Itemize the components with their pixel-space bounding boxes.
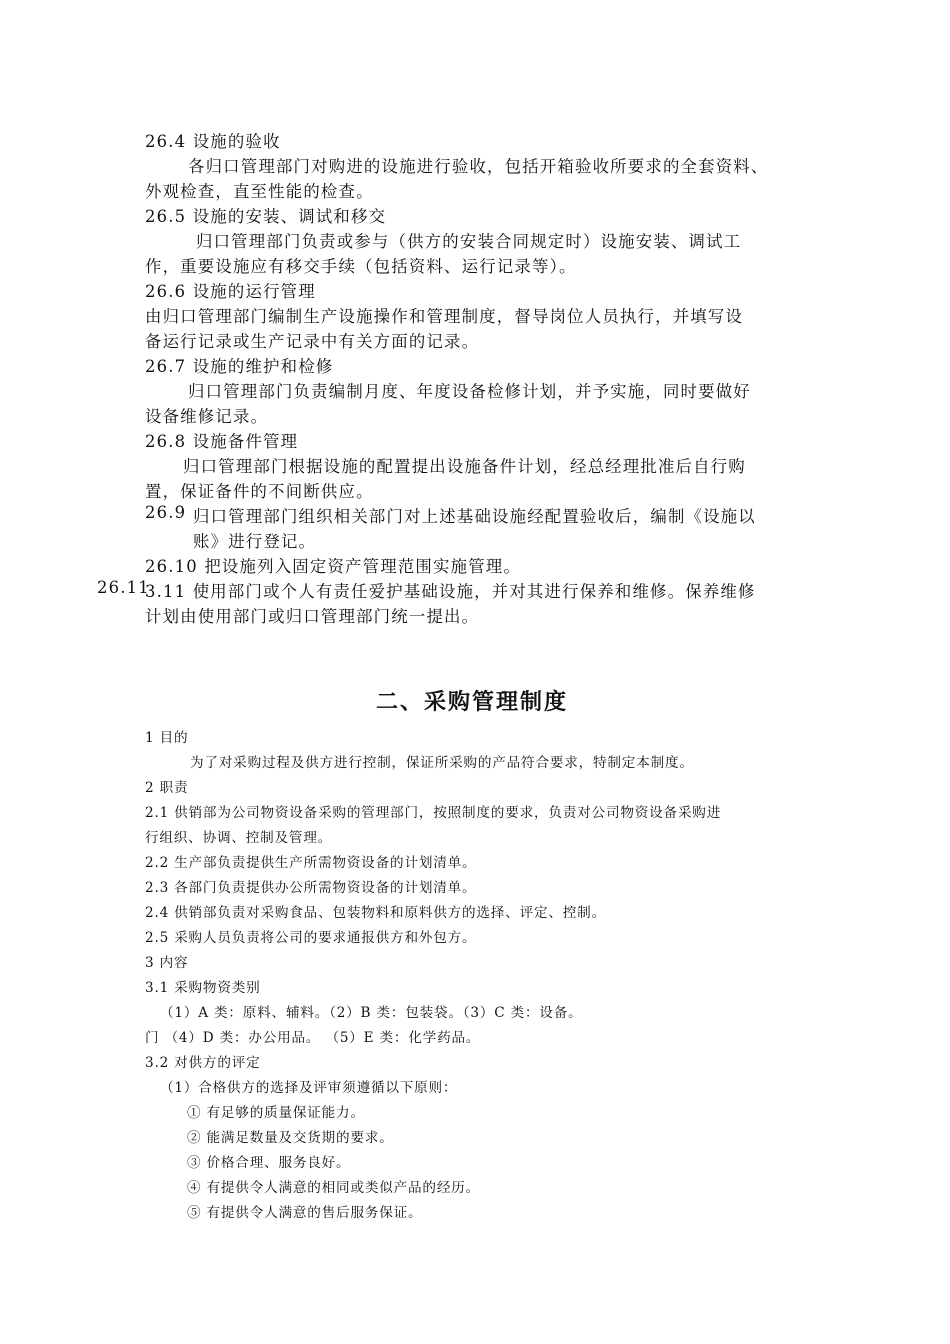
heading-3-2: 3.2 对供方的评定: [145, 1055, 261, 1071]
paragraph-line: 2.1 供销部为公司物资设备采购的管理部门，按照制度的要求，负责对公司物资设备采购进: [145, 805, 722, 821]
clause-26-10: 26.10 把设施列入固定资产管理范围实施管理。: [145, 557, 521, 576]
list-item: ⑤ 有提供令人满意的售后服务保证。: [187, 1205, 423, 1221]
heading-26-6: 26.6 设施的运行管理: [145, 282, 316, 301]
paragraph-line: 行组织、协调、控制及管理。: [145, 830, 333, 846]
list-item: ④ 有提供令人满意的相同或类似产品的经历。: [187, 1180, 480, 1196]
heading-26-7: 26.7 设施的维护和检修: [145, 357, 334, 376]
paragraph-line: 作，重要设施应有移交手续（包括资料、运行记录等）。: [145, 257, 577, 276]
paragraph-line: 置，保证备件的不间断供应。: [145, 482, 374, 501]
paragraph-line: 各归口管理部门对购进的设施进行验收，包括开箱验收所要求的全套资料、: [188, 157, 769, 176]
paragraph-line: 归口管理部门负责编制月度、年度设备检修计划，并予实施，同时要做好: [188, 382, 751, 401]
list-item: ③ 价格合理、服务良好。: [187, 1155, 351, 1171]
heading-26-8: 26.8 设施备件管理: [145, 432, 299, 451]
heading-26-5: 26.5 设施的安装、调试和移交: [145, 207, 387, 226]
paragraph-line: 设备维修记录。: [145, 407, 269, 426]
heading-duties: 2 职责: [145, 780, 189, 796]
heading-content: 3 内容: [145, 955, 189, 971]
paragraph-line: 账》进行登记。: [193, 532, 317, 551]
paragraph-line: （1）合格供方的选择及评审须遵循以下原则：: [160, 1080, 458, 1096]
paragraph-line: 计划由使用部门或归口管理部门统一提出。: [145, 607, 480, 626]
list-item: ② 能满足数量及交货期的要求。: [187, 1130, 394, 1146]
paragraph-line: 2.4 供销部负责对采购食品、包装物料和原料供方的选择、评定、控制。: [145, 905, 606, 921]
clause-number: 26.11: [97, 578, 150, 597]
paragraph-line: 2.5 采购人员负责将公司的要求通报供方和外包方。: [145, 930, 477, 946]
paragraph-line: 归口管理部门组织相关部门对上述基础设施经配置验收后，编制《设施以: [193, 507, 756, 526]
paragraph-line: 归口管理部门负责或参与（供方的安装合同规定时）设施安装、调试工: [196, 232, 742, 251]
heading-26-4: 26.4 设施的验收: [145, 132, 281, 151]
paragraph-line: 备运行记录或生产记录中有关方面的记录。: [145, 332, 480, 351]
paragraph-line: 为了对采购过程及供方进行控制，保证所采购的产品符合要求，特制定本制度。: [190, 755, 694, 771]
heading-3-1: 3.1 采购物资类别: [145, 980, 261, 996]
paragraph-line: 3.11 使用部门或个人有责任爱护基础设施，并对其进行保养和维修。保养维修: [145, 582, 756, 601]
clause-number: 26.9: [145, 503, 187, 522]
paragraph-line: 外观检查，直至性能的检查。: [145, 182, 374, 201]
paragraph-line: 2.3 各部门负责提供办公所需物资设备的计划清单。: [145, 880, 477, 896]
list-item: ① 有足够的质量保证能力。: [187, 1105, 365, 1121]
paragraph-line: 由归口管理部门编制生产设施操作和管理制度，督导岗位人员执行，并填写设: [145, 307, 744, 326]
section-title: 二、采购管理制度: [376, 690, 569, 715]
paragraph-line: （1）A 类：原料、辅料。（2）B 类：包装袋。（3）C 类：设备。: [160, 1005, 583, 1021]
paragraph-line: 门 （4）D 类：办公用品。 （5）E 类：化学药品。: [145, 1030, 481, 1046]
heading-purpose: 1 目的: [145, 730, 189, 746]
paragraph-line: 2.2 生产部负责提供生产所需物资设备的计划清单。: [145, 855, 477, 871]
paragraph-line: 归口管理部门根据设施的配置提出设施备件计划，经总经理批准后自行购: [183, 457, 746, 476]
